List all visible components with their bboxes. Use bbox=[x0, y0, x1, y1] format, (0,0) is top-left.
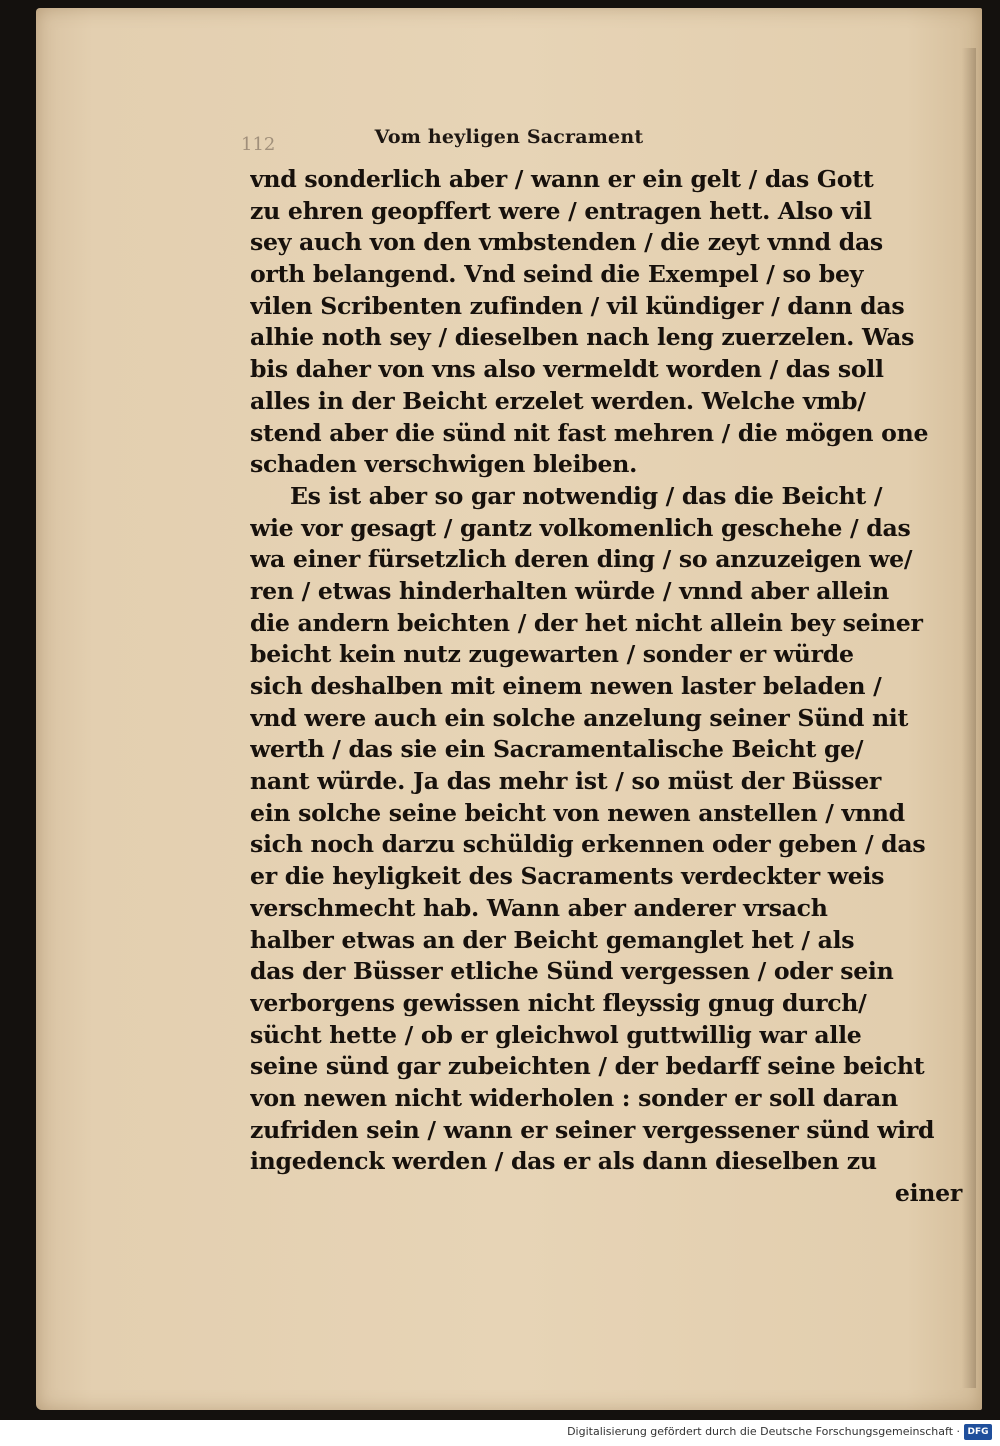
text-line: alhie noth sey / dieselben nach leng zuerzelen. Was bbox=[250, 323, 915, 352]
text-line: wa einer fürsetzlich deren ding / so anzuzeigen we/ bbox=[250, 545, 913, 574]
body-text bbox=[250, 164, 974, 1210]
text-line: ren / etwas hinderhalten würde / vnnd aber allein bbox=[250, 576, 889, 605]
text-line: vnd sonderlich aber / wann er ein gelt / das Gott bbox=[250, 165, 874, 193]
text-line: halber etwas an der Beicht gemanglet het / als bbox=[250, 925, 855, 954]
text-line: sey auch von den vmbstenden / die zeyt vnnd das bbox=[250, 228, 883, 257]
text-line: vilen Scribenten zufinden / vil kündiger / dann das bbox=[250, 291, 905, 320]
text-line: das der Büsser etliche Sünd vergessen / oder sein bbox=[250, 957, 894, 986]
text-line: wie vor gesagt / gantz volkomenlich geschehe / das bbox=[250, 513, 911, 542]
text-line: sich deshalben mit einem newen laster beladen / bbox=[250, 672, 882, 700]
text-line: seine sünd gar zubeichten / der bedarff seine beicht bbox=[250, 1052, 925, 1081]
book-page bbox=[36, 8, 982, 1410]
text-line: beicht kein nutz zugewarten / sonder er würde bbox=[250, 640, 854, 669]
text-line: die andern beichten / der het nicht allein bey seiner bbox=[250, 608, 923, 637]
text-line: ein solche seine beicht von newen anstellen / vnnd bbox=[250, 798, 905, 827]
text-line: vnd were auch ein solche anzelung seiner Sünd nit bbox=[250, 703, 909, 732]
text-line: nant würde. Ja das mehr ist / so müst der Büsser bbox=[250, 767, 882, 796]
text-line: zu ehren geopffert were / entragen hett. Also vil bbox=[250, 196, 872, 225]
dfg-logo-icon: DFG bbox=[964, 1424, 992, 1440]
text-line: er die heyligkeit des Sacraments verdeckter weis bbox=[250, 862, 885, 891]
text-line: sich noch darzu schüldig erkennen oder geben / das bbox=[250, 830, 926, 859]
footer-credit: Digitalisierung gefördert durch die Deutsche Forschungsgemeinschaft · bbox=[567, 1425, 960, 1438]
text-line: verborgens gewissen nicht fleyssig gnug durch/ bbox=[250, 988, 867, 1017]
text-line: Es ist aber so gar notwendig / das die Beicht / bbox=[290, 481, 883, 510]
text-line: stend aber die sünd nit fast mehren / die mögen one bbox=[250, 418, 929, 447]
text-line: orth belangend. Vnd seind die Exempel / so bey bbox=[250, 260, 864, 289]
text-line: schaden verschwigen bleiben. bbox=[250, 450, 637, 479]
text-line: zufriden sein / wann er seiner vergessener sünd wird bbox=[250, 1115, 935, 1144]
catchword: einer bbox=[894, 1179, 962, 1207]
text-line: alles in der Beicht erzelet werden. Welche vmb/ bbox=[250, 386, 866, 415]
page-folio-number: 112 bbox=[241, 134, 276, 155]
text-line: bis daher von vns also vermeldt worden / das soll bbox=[250, 355, 884, 384]
text-line: ingedenck werden / das er als dann dieselben zu bbox=[250, 1147, 877, 1176]
running-head: Vom heyligen Sacrament bbox=[374, 126, 644, 148]
text-line: sücht hette / ob er gleichwol guttwillig war alle bbox=[250, 1020, 862, 1049]
text-line: verschmecht hab. Wann aber anderer vrsach bbox=[250, 893, 828, 922]
text-line: von newen nicht widerholen : sonder er soll daran bbox=[250, 1083, 898, 1112]
text-line: werth / das sie ein Sacramentalische Beicht ge/ bbox=[250, 735, 864, 764]
